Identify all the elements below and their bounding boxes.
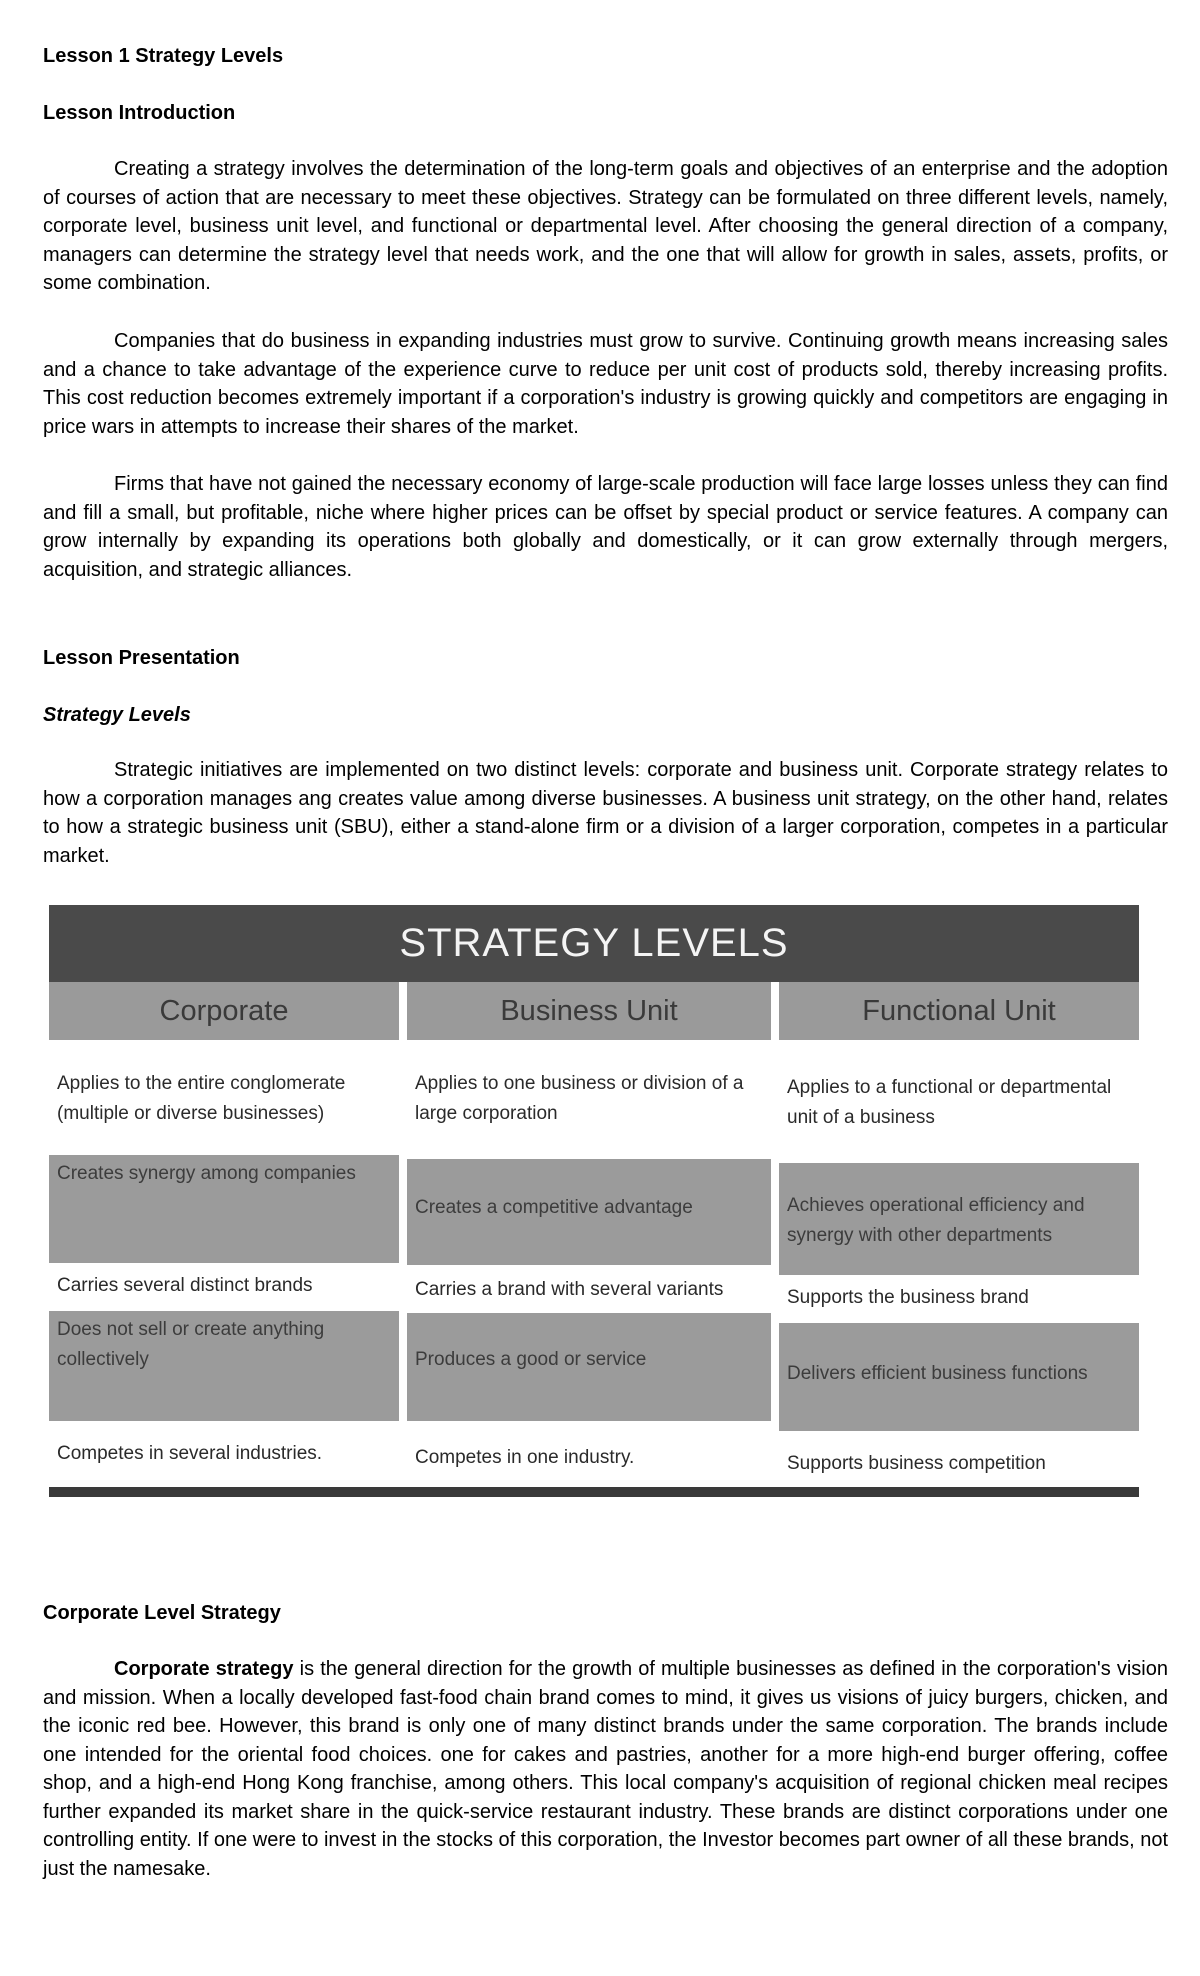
cell-corporate-output: Does not sell or create anything collectively [49, 1311, 399, 1421]
cell-functional-unit-competition: Supports business competition [787, 1453, 1046, 1474]
strategy-levels-subheading: Strategy Levels [43, 704, 191, 726]
corporate-paragraph-text: is the general direction for the growth of multiple businesses as defined in the corporation's vision and mission. When a locally developed fast-food chain brand comes to mind, it gives us visions of juicy burgers, chicken, and the iconic red bee. However, this brand is only one of many distinct brands under the same corporation. The brands include one intended for the oriental food choices. one for cakes and pastries, another for a more high-end burger offering, coffee shop, and a high-end Hong Kong franchise, among others. This local company's acquisition of regional chicken meal recipes further expanded its market share in the quick-service restaurant industry. These brands are distinct corporations under one controlling entity. If one were to invest in the stocks of this corporation, the Investor becomes part owner of all these brands, not just the namesake. [43, 1658, 1168, 1880]
cell-business-unit-competition: Competes in one industry. [415, 1447, 635, 1468]
column-header-business-unit: Business Unit [407, 982, 771, 1040]
cell-functional-unit-scope: Applies to a functional or departmental unit of a business [787, 1077, 1112, 1128]
presentation-heading: Lesson Presentation [43, 647, 240, 669]
strategy-levels-figure [47, 905, 1143, 1503]
cell-business-unit-value: Creates a competitive advantage [407, 1159, 771, 1265]
corporate-strategy-term: Corporate strategy [114, 1658, 294, 1680]
cell-functional-unit-value: Achieves operational efficiency and synergy with other departments [779, 1163, 1139, 1275]
cell-functional-unit-brands: Supports the business brand [787, 1287, 1029, 1308]
lesson-title: Lesson 1 Strategy Levels [43, 45, 284, 67]
figure-bottom-rule [49, 1487, 1139, 1497]
intro-heading: Lesson Introduction [43, 102, 236, 124]
cell-corporate-competition: Competes in several industries. [57, 1443, 323, 1464]
column-header-corporate: Corporate [49, 982, 399, 1040]
cell-corporate-brands: Carries several distinct brands [57, 1275, 313, 1296]
intro-paragraph-2: Companies that do business in expanding industries must grow to survive. Continuing growth means increasing sales and a chance to take advantage of the experience curve to reduce per unit cost of products sold, thereby increasing profits. This cost reduction becomes extremely important if a corporation's industry is growing quickly and competitors are engaging in price wars in attempts to increase their shares of the market. [43, 330, 1168, 438]
column-header-functional-unit: Functional Unit [779, 982, 1139, 1040]
cell-functional-unit-output: Delivers efficient business functions [779, 1323, 1139, 1431]
corporate-level-heading: Corporate Level Strategy [43, 1602, 281, 1624]
cell-business-unit-scope: Applies to one business or division of a large corporation [415, 1073, 744, 1124]
intro-paragraph-3: Firms that have not gained the necessary economy of large-scale production will face large losses unless they can find and fill a small, but profitable, niche where higher prices can be offset by special product or service features. A company can grow internally by expanding its operations both globally and domestically, or it can grow externally through mergers, acquisition, and strategic alliances. [43, 473, 1168, 581]
corporate-paragraph [43, 1655, 1168, 1883]
cell-business-unit-brands: Carries a brand with several variants [415, 1279, 724, 1300]
cell-corporate-value: Creates synergy among companies [49, 1155, 399, 1263]
figure-title: STRATEGY LEVELS [399, 921, 789, 965]
presentation-paragraph: Strategic initiatives are implemented on two distinct levels: corporate and business unit. Corporate strategy relates to how a corporation manages ang creates value among diverse businesses. A business unit strategy, on the other hand, relates to how a strategic business unit (SBU), either a stand-alone firm or a division of a larger corporation, competes in a particular market. [43, 759, 1168, 867]
intro-paragraph-1: Creating a strategy involves the determination of the long-term goals and objectives of an enterprise and the adoption of courses of action that are necessary to meet these objectives. Strategy can be formulated on three different levels, namely, corporate level, business unit level, and functional or departmental level. After choosing the general direction of a company, managers can determine the strategy level that needs work, and the one that will allow for growth in sales, assets, profits, or some combination. [43, 158, 1168, 294]
cell-business-unit-output: Produces a good or service [407, 1313, 771, 1421]
cell-corporate-scope: Applies to the entire conglomerate (multiple or diverse businesses) [57, 1073, 346, 1124]
figure-title-bar [49, 905, 1139, 982]
